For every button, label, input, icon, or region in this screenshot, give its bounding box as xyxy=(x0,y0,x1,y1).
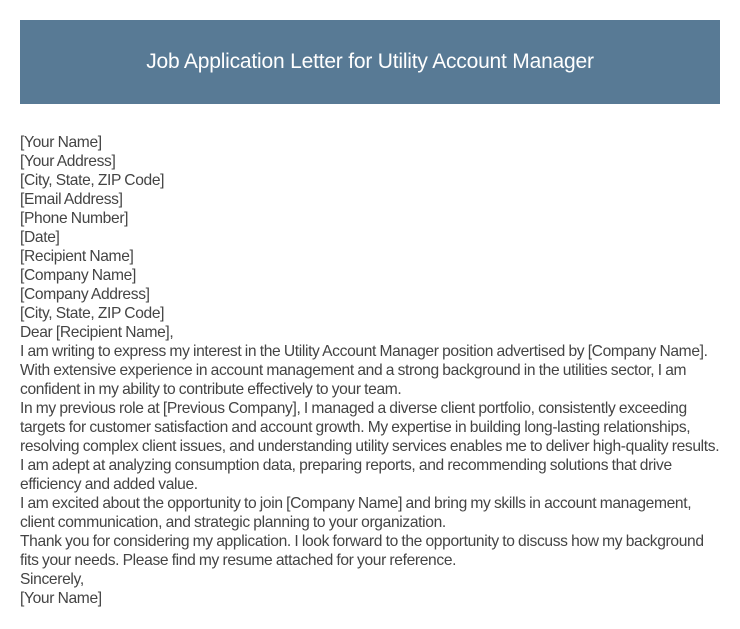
signature: [Your Name] xyxy=(20,590,102,607)
salutation: Dear [Recipient Name], xyxy=(20,324,174,341)
sender-address: [Your Address] xyxy=(20,153,116,170)
paragraph-motivation: I am excited about the opportunity to join [Company Name] and bring my skills in account management, client communication, and strategic planning to your organization. xyxy=(20,495,692,531)
paragraph-thanks: Thank you for considering my application. I look forward to the opportunity to discuss how my background fits your needs. Please find my resume attached for your reference. xyxy=(20,533,704,569)
paragraph-intro: I am writing to express my interest in the Utility Account Manager position advertised by [Company Name]. With extensive experience in account management and a strong background in the utilities sector, I am confident in my ability to contribute effectively to your team. xyxy=(20,343,708,398)
sender-email: [Email Address] xyxy=(20,191,123,208)
letter-body xyxy=(20,133,722,608)
sender-phone: [Phone Number] xyxy=(20,210,129,227)
recipient-city-state-zip: [City, State, ZIP Code] xyxy=(20,305,165,322)
recipient-company: [Company Name] xyxy=(20,267,136,284)
letter-date: [Date] xyxy=(20,229,60,246)
page-title: Job Application Letter for Utility Account Manager xyxy=(146,50,594,73)
page-header xyxy=(20,20,720,104)
sender-city-state-zip: [City, State, ZIP Code] xyxy=(20,172,165,189)
paragraph-experience: In my previous role at [Previous Company], I managed a diverse client portfolio, consistently exceeding targets for customer satisfaction and account growth. My expertise in building long-lasting relationships, resolving complex client issues, and understanding utility services enables me to deliver high-quality results. I am adept at analyzing consumption data, preparing reports, and recommending solutions that drive efficiency and added value. xyxy=(20,400,720,493)
sender-name: [Your Name] xyxy=(20,134,102,151)
closing: Sincerely, xyxy=(20,571,84,588)
recipient-name: [Recipient Name] xyxy=(20,248,134,265)
recipient-company-address: [Company Address] xyxy=(20,286,150,303)
